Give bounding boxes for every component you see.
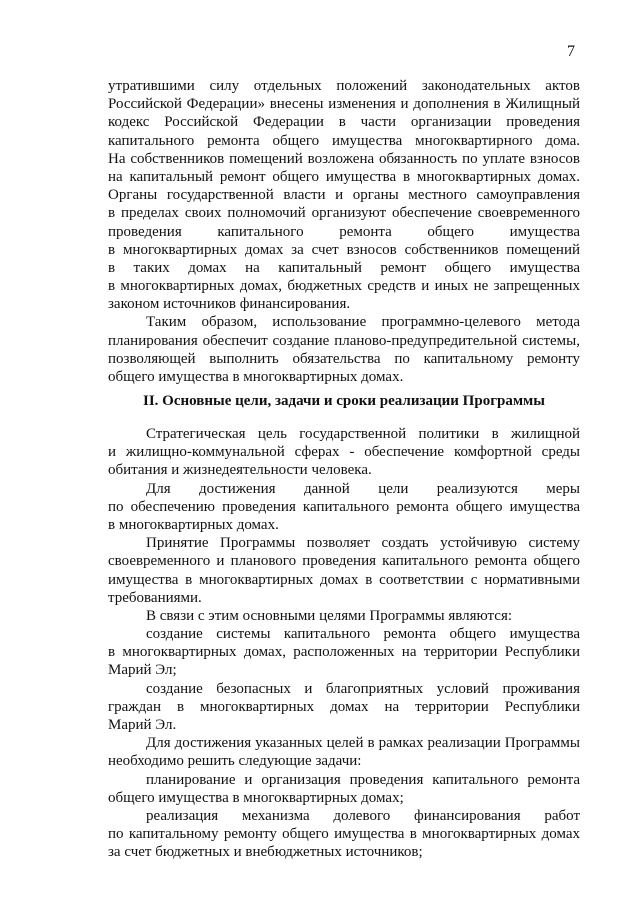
body-text-block-1 bbox=[108, 77, 580, 386]
text-line: Марий Эл; bbox=[108, 662, 177, 679]
text-line: в пределах своих полномочий организуют обеспечение своевременного bbox=[108, 205, 580, 222]
text-line: в многоквартирных домах, расположенных на территории Республики bbox=[108, 644, 580, 661]
text-line: законом источников финансирования. bbox=[108, 296, 351, 313]
text-line: обитания и жизнедеятельности человека. bbox=[108, 462, 372, 479]
text-line: необходимо решить следующие задачи: bbox=[108, 753, 362, 770]
text-line: В связи с этим основными целями Программы являются: bbox=[146, 607, 513, 624]
text-line: Стратегическая цель государственной политики в жилищной bbox=[146, 426, 580, 442]
text-line: на капитальный ремонт общего имущества в многоквартирных домах. bbox=[108, 168, 580, 185]
text-line: своевременного и планового проведения капитального ремонта общего bbox=[108, 553, 580, 570]
section-heading: II. Основные цели, задачи и сроки реализации Программы bbox=[143, 393, 545, 409]
text-line: в многоквартирных домах за счет взносов собственников помещений bbox=[108, 241, 580, 258]
text-line: капитального ремонта общего имущества многоквартирного дома. bbox=[108, 132, 580, 149]
text-line: общего имущества в многоквартирных домах. bbox=[108, 369, 404, 385]
text-line: общего имущества в многоквартирных домах; bbox=[108, 789, 404, 806]
text-line: Принятие Программы позволяет создать устойчивую систему bbox=[146, 535, 580, 552]
text-line: имущества в многоквартирных домах в соответствии с нормативными bbox=[108, 571, 580, 588]
page-number: 7 bbox=[567, 43, 575, 60]
text-line: требованиями. bbox=[108, 589, 202, 606]
body-text-block-2 bbox=[108, 425, 580, 862]
text-line: по обеспечению проведения капитального ремонта общего имущества bbox=[108, 498, 580, 515]
text-line: за счет бюджетных и внебюджетных источников; bbox=[108, 844, 423, 861]
text-line: утратившими силу отдельных положений законодательных актов bbox=[108, 78, 580, 94]
text-line: планирования обеспечит создание планово-предупредительной системы, bbox=[108, 332, 580, 349]
text-line: по капитальному ремонту общего имущества в многоквартирных домах bbox=[108, 826, 580, 843]
text-line: планирование и организация проведения капитального ремонта bbox=[146, 771, 580, 788]
text-line: Для достижения указанных целей в рамках реализации Программы bbox=[146, 735, 580, 752]
text-line: Таким образом, использование программно-целевого метода bbox=[146, 314, 580, 331]
text-line: Российской Федерации» внесены изменения и дополнения в Жилищный bbox=[108, 96, 580, 113]
text-line: Органы государственной власти и органы местного самоуправления bbox=[108, 187, 580, 204]
text-line: кодекс Российской Федерации в части организации проведения bbox=[108, 114, 580, 131]
text-line: в многоквартирных домах. bbox=[108, 516, 279, 533]
text-line: На собственников помещений возложена обязанность по уплате взносов bbox=[108, 150, 580, 167]
text-line: реализация механизма долевого финансирования работ bbox=[146, 807, 580, 824]
text-line: в таких домах на капитальный ремонт общего имущества bbox=[108, 259, 580, 276]
text-line: в многоквартирных домах, бюджетных средств и иных не запрещенных bbox=[108, 278, 580, 295]
text-line: Для достижения данной цели реализуются меры bbox=[146, 480, 580, 497]
text-line: Марий Эл. bbox=[108, 717, 177, 733]
text-line: граждан в многоквартирных домах на территории Республики bbox=[108, 698, 580, 715]
text-line: создание системы капитального ремонта общего имущества bbox=[146, 626, 580, 643]
text-line: создание безопасных и благоприятных условий проживания bbox=[146, 680, 580, 697]
text-line: позволяющей выполнить обязательства по капитальному ремонту bbox=[108, 350, 580, 367]
text-line: проведения капитального ремонта общего имущества bbox=[108, 223, 580, 240]
text-line: и жилищно-коммунальной сферах - обеспечение комфортной среды bbox=[108, 444, 580, 461]
